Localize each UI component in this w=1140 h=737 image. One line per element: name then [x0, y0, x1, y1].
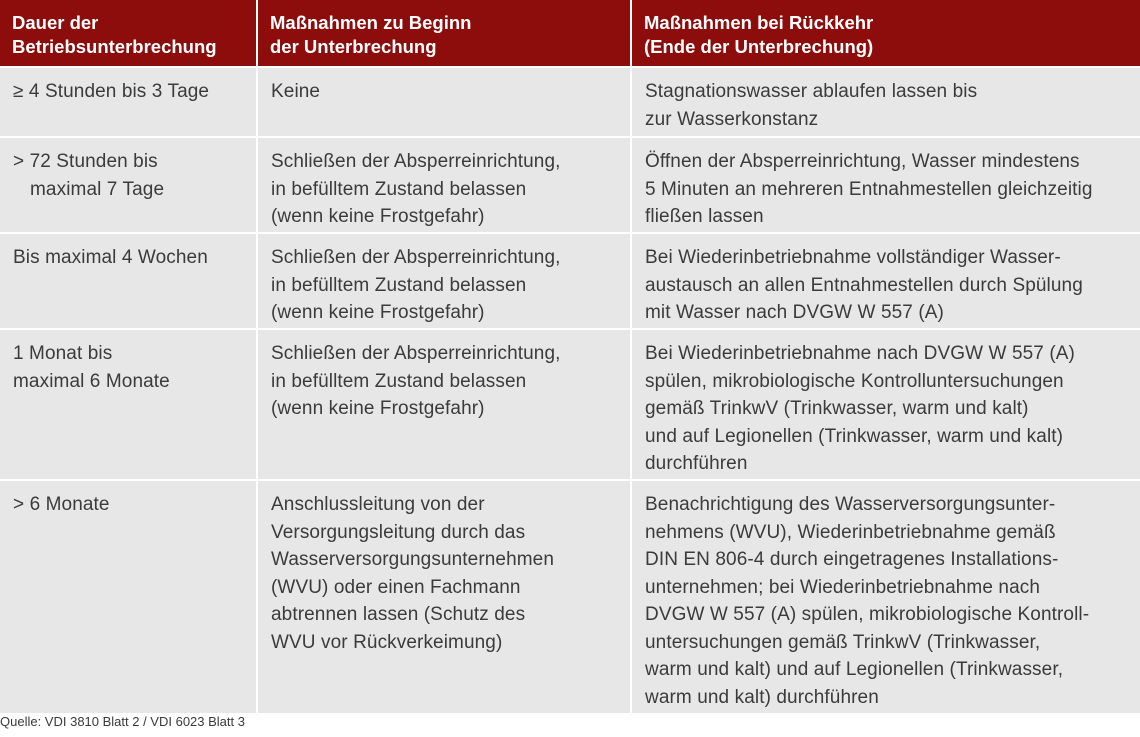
cell-line: Bis maximal 4 Wochen	[13, 247, 208, 268]
cell-line: austausch an allen Entnahmestellen durch Spülung	[645, 274, 1083, 296]
header-line: Maßnahmen bei Rückkehr	[644, 12, 874, 33]
duration-cell	[0, 137, 257, 233]
start-cell	[257, 480, 631, 713]
cell-line: (wenn keine Frostgefahr)	[271, 398, 485, 419]
return-cell	[631, 233, 1140, 329]
cell-line: spülen, mikrobiologische Kontrolluntersuchungen	[645, 370, 1064, 392]
cell-line: und auf Legionellen (Trinkwasser, warm und kalt)	[645, 425, 1064, 447]
cell-line: WVU vor Rückverkeimung)	[271, 631, 503, 653]
table-row	[0, 480, 1140, 713]
cell-line: (wenn keine Frostgefahr)	[271, 206, 485, 227]
header-line: Maßnahmen zu Beginn	[270, 12, 472, 33]
cell-line: Benachrichtigung des Wasserversorgungsunter-	[645, 494, 1056, 515]
table-row	[0, 137, 1140, 233]
cell-line: untersuchungen gemäß TrinkwV (Trinkwasser,	[645, 631, 1041, 653]
header-row	[0, 0, 1140, 67]
cell-line: in befülltem Zustand belassen	[271, 274, 527, 296]
cell-line: DVGW W 557 (A) spülen, mikrobiologische Kontroll-	[645, 604, 1090, 625]
cell-line: Keine	[271, 81, 321, 102]
cell-line: maximal 6 Monate	[13, 370, 170, 392]
header-start-measures	[257, 0, 631, 67]
cell-line: > 72 Stunden bis	[13, 151, 158, 172]
return-cell	[631, 137, 1140, 233]
cell-line: ≥ 4 Stunden bis 3 Tage	[13, 81, 210, 102]
cell-line: (WVU) oder einen Fachmann	[271, 576, 521, 598]
start-cell	[257, 329, 631, 480]
cell-line: maximal 7 Tage	[30, 178, 165, 200]
duration-cell	[0, 233, 257, 329]
cell-line: Schließen der Absperreinrichtung,	[271, 247, 561, 268]
duration-cell	[0, 329, 257, 480]
cell-line: nehmens (WVU), Wiederinbetriebnahme gemäß	[645, 521, 1056, 543]
cell-line: Stagnationswasser ablaufen lassen bis	[645, 81, 978, 102]
header-return-measures	[631, 0, 1140, 67]
cell-line: warm und kalt) durchführen	[645, 686, 879, 708]
cell-line: Bei Wiederinbetriebnahme vollständiger Wasser-	[645, 247, 1061, 268]
duration-cell	[0, 67, 257, 137]
header-line: der Unterbrechung	[270, 36, 437, 57]
header-duration	[0, 0, 257, 67]
return-cell	[631, 329, 1140, 480]
cell-line: Wasserversorgungsunternehmen	[271, 549, 555, 570]
cell-line: Schließen der Absperreinrichtung,	[271, 151, 561, 172]
cell-line: unternehmen; bei Wiederinbetriebnahme nach	[645, 576, 1040, 598]
cell-line: (wenn keine Frostgefahr)	[271, 302, 485, 323]
header-line: (Ende der Unterbrechung)	[644, 36, 874, 57]
start-cell	[257, 233, 631, 329]
source-caption: Quelle: VDI 3810 Blatt 2 / VDI 6023 Blatt 3	[0, 714, 245, 729]
cell-line: abtrennen lassen (Schutz des	[271, 604, 526, 625]
table-row	[0, 233, 1140, 329]
cell-line: Schließen der Absperreinrichtung,	[271, 343, 561, 364]
header-line: Dauer der	[12, 12, 99, 33]
cell-line: mit Wasser nach DVGW W 557 (A)	[645, 302, 944, 323]
cell-line: fließen lassen	[645, 206, 764, 227]
cell-line: zur Wasserkonstanz	[645, 108, 819, 130]
cell-line: Anschlussleitung von der	[271, 494, 485, 515]
cell-line: in befülltem Zustand belassen	[271, 178, 527, 200]
cell-line: in befülltem Zustand belassen	[271, 370, 527, 392]
table-row	[0, 329, 1140, 480]
cell-line: DIN EN 806-4 durch eingetragenes Installations-	[645, 549, 1059, 570]
duration-cell	[0, 480, 257, 713]
start-cell	[257, 137, 631, 233]
start-cell	[257, 67, 631, 137]
cell-line: Öffnen der Absperreinrichtung, Wasser mindestens	[645, 151, 1080, 172]
cell-line: > 6 Monate	[13, 494, 110, 515]
cell-line: 1 Monat bis	[13, 343, 113, 364]
header-line: Betriebsunterbrechung	[12, 36, 217, 57]
cell-line: durchführen	[645, 453, 748, 474]
return-cell	[631, 67, 1140, 137]
cell-line: warm und kalt) und auf Legionellen (Trinkwasser,	[645, 659, 1064, 680]
cell-line: 5 Minuten an mehreren Entnahmestellen gleichzeitig	[645, 178, 1093, 200]
cell-line: Bei Wiederinbetriebnahme nach DVGW W 557 (A)	[645, 343, 1075, 364]
cell-line: gemäß TrinkwV (Trinkwasser, warm und kalt)	[645, 398, 1029, 419]
cell-line: Versorgungsleitung durch das	[271, 521, 526, 543]
table-row	[0, 67, 1140, 137]
return-cell	[631, 480, 1140, 713]
